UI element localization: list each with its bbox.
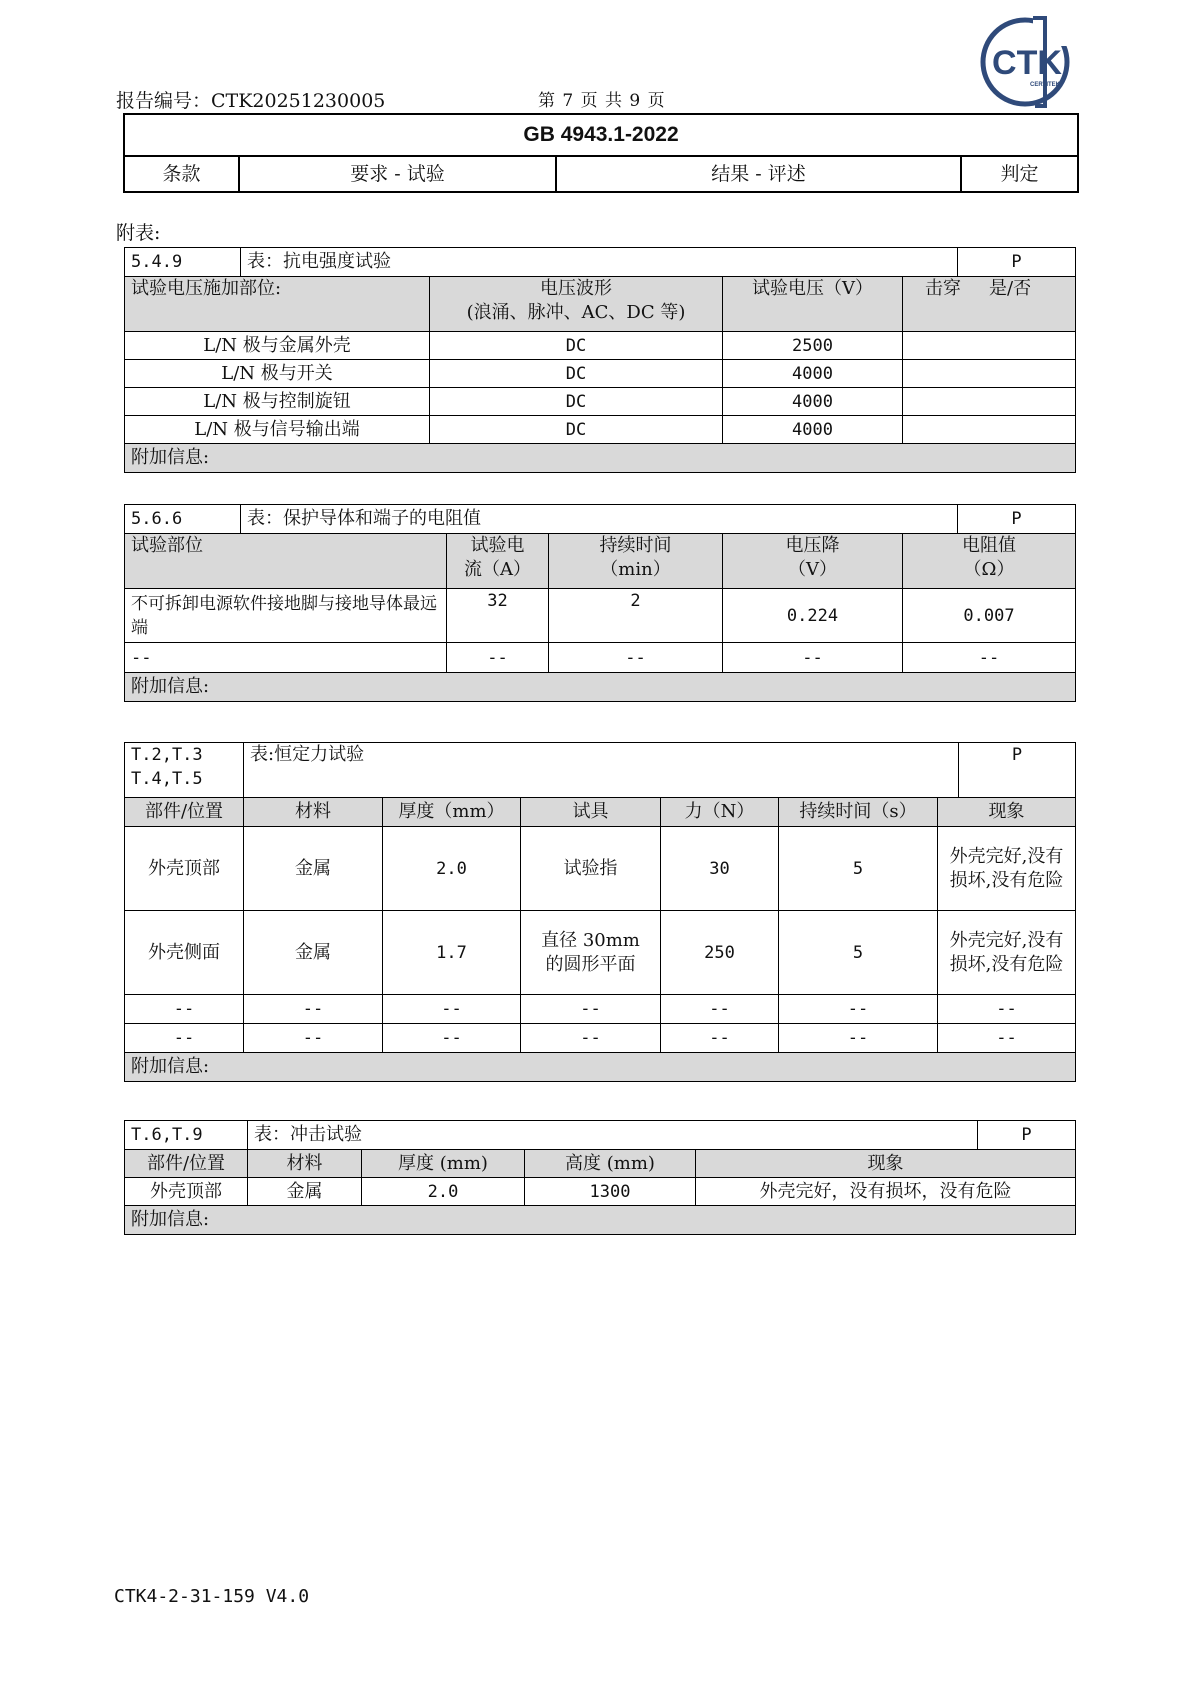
row-result: -- bbox=[938, 1024, 1076, 1053]
table-impact bbox=[124, 1120, 1076, 1235]
extra-info: 附加信息: bbox=[125, 673, 1076, 702]
row-resistance: 0.007 bbox=[903, 589, 1076, 643]
row-part: 外壳侧面 bbox=[125, 911, 244, 995]
row-force: -- bbox=[661, 995, 779, 1024]
row-height: 1300 bbox=[525, 1178, 696, 1206]
extra-info: 附加信息: bbox=[125, 444, 1076, 473]
row-force: 30 bbox=[661, 827, 779, 911]
row-part: -- bbox=[125, 643, 447, 673]
header-result: 现象 bbox=[938, 798, 1076, 827]
clause-number: 5.6.6 bbox=[125, 505, 241, 534]
row-part: L/N 极与信号输出端 bbox=[125, 416, 430, 444]
row-tool: 直径 30mm 的圆形平面 bbox=[521, 911, 661, 995]
row-resistance: -- bbox=[903, 643, 1076, 673]
verdict: P bbox=[978, 1121, 1076, 1150]
header-duration: 持续时间 （min） bbox=[549, 534, 723, 589]
extra-info: 附加信息: bbox=[125, 1206, 1076, 1235]
header-thickness: 厚度（mm） bbox=[383, 798, 521, 827]
row-voltage-drop: -- bbox=[723, 643, 903, 673]
row-current: -- bbox=[447, 643, 549, 673]
row-duration: -- bbox=[779, 1024, 938, 1053]
row-thickness: -- bbox=[383, 1024, 521, 1053]
header-current: 试验电 流（A） bbox=[447, 534, 549, 589]
row-thickness: 2.0 bbox=[362, 1178, 525, 1206]
row-part: 不可拆卸电源软件接地脚与接地导体最远端 bbox=[125, 589, 447, 643]
row-voltage: 4000 bbox=[723, 388, 903, 416]
col-result: 结果 - 评述 bbox=[556, 156, 961, 192]
row-material: -- bbox=[244, 995, 383, 1024]
row-thickness: -- bbox=[383, 995, 521, 1024]
table-title: 表:恒定力试验 bbox=[244, 743, 959, 798]
header-breakdown: 击穿 是/否 bbox=[903, 277, 1076, 332]
clause-number: T.2,T.3 T.4,T.5 bbox=[125, 743, 244, 798]
row-result: 外壳完好,没有损坏,没有危险 bbox=[938, 827, 1076, 911]
logo-text: CTK bbox=[992, 44, 1062, 82]
header-part: 部件/位置 bbox=[125, 798, 244, 827]
page-indicator: 第 7 页 共 9 页 bbox=[538, 91, 665, 111]
header-voltage: 试验电压（V） bbox=[723, 277, 903, 332]
standard-title: GB 4943.1-2022 bbox=[124, 114, 1078, 156]
table-title: 表：抗电强度试验 bbox=[241, 248, 958, 277]
form-code: CTK4-2-31-159 V4.0 bbox=[114, 1586, 310, 1607]
row-force: -- bbox=[661, 1024, 779, 1053]
row-part: L/N 极与金属外壳 bbox=[125, 332, 430, 360]
clause-number: T.6,T.9 bbox=[125, 1121, 248, 1150]
clause-number: 5.4.9 bbox=[125, 248, 241, 277]
standard-header-table bbox=[123, 113, 1079, 193]
header-part: 试验部位 bbox=[125, 534, 447, 589]
row-waveform: DC bbox=[430, 416, 723, 444]
header-material: 材料 bbox=[248, 1150, 362, 1178]
row-voltage: 2500 bbox=[723, 332, 903, 360]
header-tool: 试具 bbox=[521, 798, 661, 827]
table-title: 表：保护导体和端子的电阻值 bbox=[241, 505, 958, 534]
extra-info: 附加信息: bbox=[125, 1053, 1076, 1082]
table-steady-force bbox=[124, 742, 1076, 1082]
table-protective-conductor bbox=[124, 504, 1076, 702]
row-material: 金属 bbox=[244, 911, 383, 995]
col-requirement: 要求 - 试验 bbox=[239, 156, 556, 192]
row-tool: 试验指 bbox=[521, 827, 661, 911]
row-force: 250 bbox=[661, 911, 779, 995]
row-duration: -- bbox=[779, 995, 938, 1024]
row-part: L/N 极与控制旋钮 bbox=[125, 388, 430, 416]
appendix-label: 附表: bbox=[116, 222, 161, 244]
report-number: 报告编号：CTK20251230005 bbox=[116, 90, 386, 112]
header-height: 高度 (mm) bbox=[525, 1150, 696, 1178]
table-electric-strength bbox=[124, 247, 1076, 473]
row-material: -- bbox=[244, 1024, 383, 1053]
header-material: 材料 bbox=[244, 798, 383, 827]
row-waveform: DC bbox=[430, 332, 723, 360]
row-voltage-drop: 0.224 bbox=[723, 589, 903, 643]
row-breakdown bbox=[903, 360, 1076, 388]
row-material: 金属 bbox=[248, 1178, 362, 1206]
row-result: -- bbox=[938, 995, 1076, 1024]
header-part: 部件/位置 bbox=[125, 1150, 248, 1178]
row-tool: -- bbox=[521, 1024, 661, 1053]
row-tool: -- bbox=[521, 995, 661, 1024]
row-breakdown bbox=[903, 388, 1076, 416]
row-part: 外壳顶部 bbox=[125, 1178, 248, 1206]
row-thickness: 2.0 bbox=[383, 827, 521, 911]
row-duration: 5 bbox=[779, 827, 938, 911]
row-duration: 5 bbox=[779, 911, 938, 995]
table-title: 表：冲击试验 bbox=[248, 1121, 978, 1150]
col-clause: 条款 bbox=[124, 156, 239, 192]
row-duration: -- bbox=[549, 643, 723, 673]
row-breakdown bbox=[903, 332, 1076, 360]
verdict: P bbox=[959, 743, 1076, 798]
row-result: 外壳完好,没有损坏,没有危险 bbox=[938, 911, 1076, 995]
row-voltage: 4000 bbox=[723, 416, 903, 444]
header-voltage-drop: 电压降 （V） bbox=[723, 534, 903, 589]
row-waveform: DC bbox=[430, 388, 723, 416]
row-part: L/N 极与开关 bbox=[125, 360, 430, 388]
row-result: 外壳完好，没有损坏，没有危险 bbox=[696, 1178, 1076, 1206]
row-material: 金属 bbox=[244, 827, 383, 911]
row-thickness: 1.7 bbox=[383, 911, 521, 995]
header-resistance: 电阻值 （Ω） bbox=[903, 534, 1076, 589]
header-waveform: 电压波形 (浪涌、脉冲、AC、DC 等) bbox=[430, 277, 723, 332]
row-part: -- bbox=[125, 1024, 244, 1053]
col-verdict: 判定 bbox=[961, 156, 1078, 192]
row-voltage: 4000 bbox=[723, 360, 903, 388]
ctk-logo bbox=[975, 12, 1075, 108]
row-current: 32 bbox=[447, 589, 549, 643]
row-duration: 2 bbox=[549, 589, 723, 643]
header-thickness: 厚度 (mm) bbox=[362, 1150, 525, 1178]
header-result: 现象 bbox=[696, 1150, 1076, 1178]
verdict: P bbox=[958, 248, 1076, 277]
row-breakdown bbox=[903, 416, 1076, 444]
header-part: 试验电压施加部位: bbox=[125, 277, 430, 332]
header-force: 力（N） bbox=[661, 798, 779, 827]
verdict: P bbox=[958, 505, 1076, 534]
logo-subtext: CERTITEK bbox=[1030, 82, 1060, 88]
row-part: 外壳顶部 bbox=[125, 827, 244, 911]
row-waveform: DC bbox=[430, 360, 723, 388]
header-duration: 持续时间（s） bbox=[779, 798, 938, 827]
row-part: -- bbox=[125, 995, 244, 1024]
